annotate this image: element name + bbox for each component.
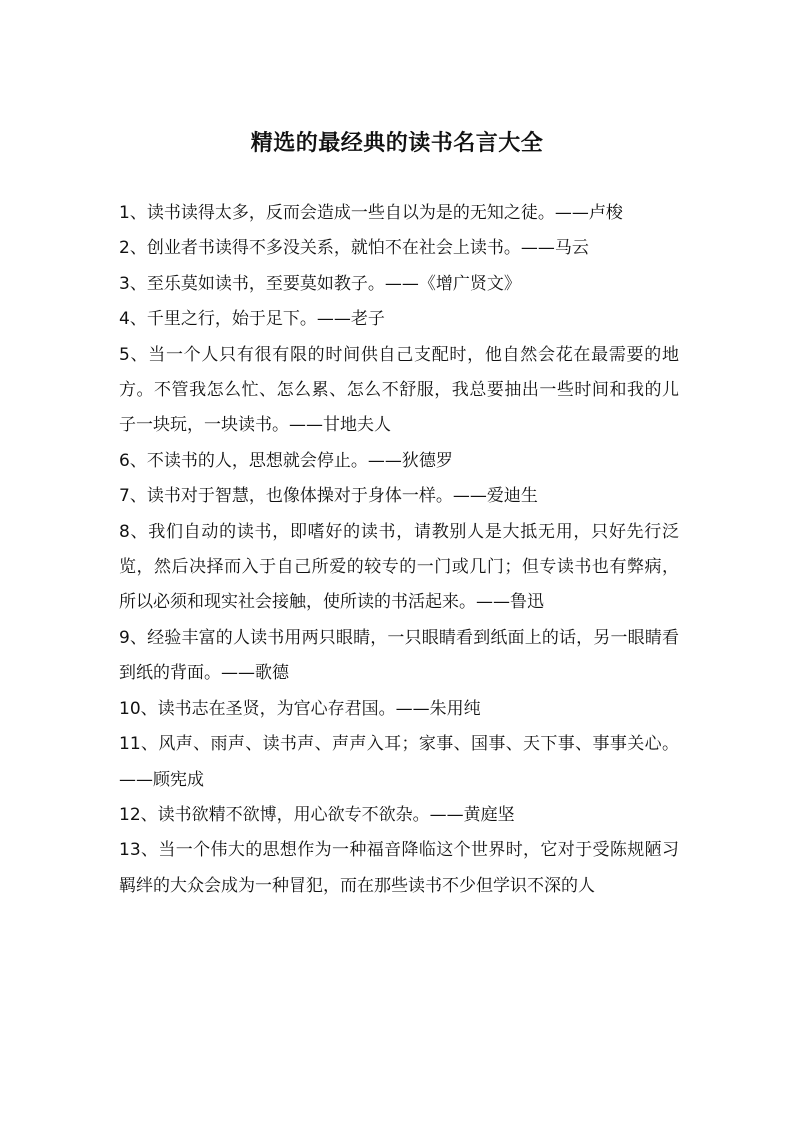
quote-item: 1、读书读得太多，反而会造成一些自以为是的无知之徒。——卢梭 bbox=[119, 203, 623, 223]
quote-item: 10、读书志在圣贤，为官心存君国。——朱用纯 bbox=[119, 698, 481, 719]
quote-item: 3、至乐莫如读书，至要莫如教子。——《增广贤文》 bbox=[119, 273, 521, 294]
quote-item: 8、我们自动的读书，即嗜好的读书，请教别人是大抵无用，只好先行泛览，然后决择而入于自己所爱的较专的一门或几门；但专读书也有弊病，所以必须和现实社会接触，使所读的书活起来。——鲁迅 bbox=[119, 521, 679, 613]
quote-item: 6、不读书的人，思想就会停止。——狄德罗 bbox=[119, 450, 453, 471]
quote-item: 4、千里之行，始于足下。——老子 bbox=[119, 309, 385, 330]
quote-item: 13、当一个伟大的思想作为一种福音降临这个世界时，它对于受陈规陋习羁绊的大众会成为一种冒犯，而在那些读书不少但学识不深的人 bbox=[119, 840, 679, 896]
quote-item: 12、读书欲精不欲博，用心欲专不欲杂。——黄庭坚 bbox=[119, 804, 515, 825]
quote-item: 9、经验丰富的人读书用两只眼睛，一只眼睛看到纸面上的话，另一眼睛看到纸的背面。——歌德 bbox=[119, 627, 679, 684]
quote-item: 7、读书对于智慧，也像体操对于身体一样。——爱迪生 bbox=[119, 486, 538, 507]
quote-item: 5、当一个人只有很有限的时间供自己支配时，他自然会花在最需要的地方。不管我怎么忙、怎么累、怎么不舒服，我总要抽出一些时间和我的儿子一块玩，一块读书。——甘地夫人 bbox=[119, 344, 679, 436]
document-title: 精选的最经典的读书名言大全 bbox=[250, 131, 544, 156]
quote-item: 11、风声、雨声、读书声、声声入耳；家事、国事、天下事、事事关心。——顾宪成 bbox=[119, 734, 679, 790]
quote-item: 2、创业者书读得不多没关系，就怕不在社会上读书。——马云 bbox=[119, 238, 589, 259]
quote-list bbox=[119, 196, 679, 904]
